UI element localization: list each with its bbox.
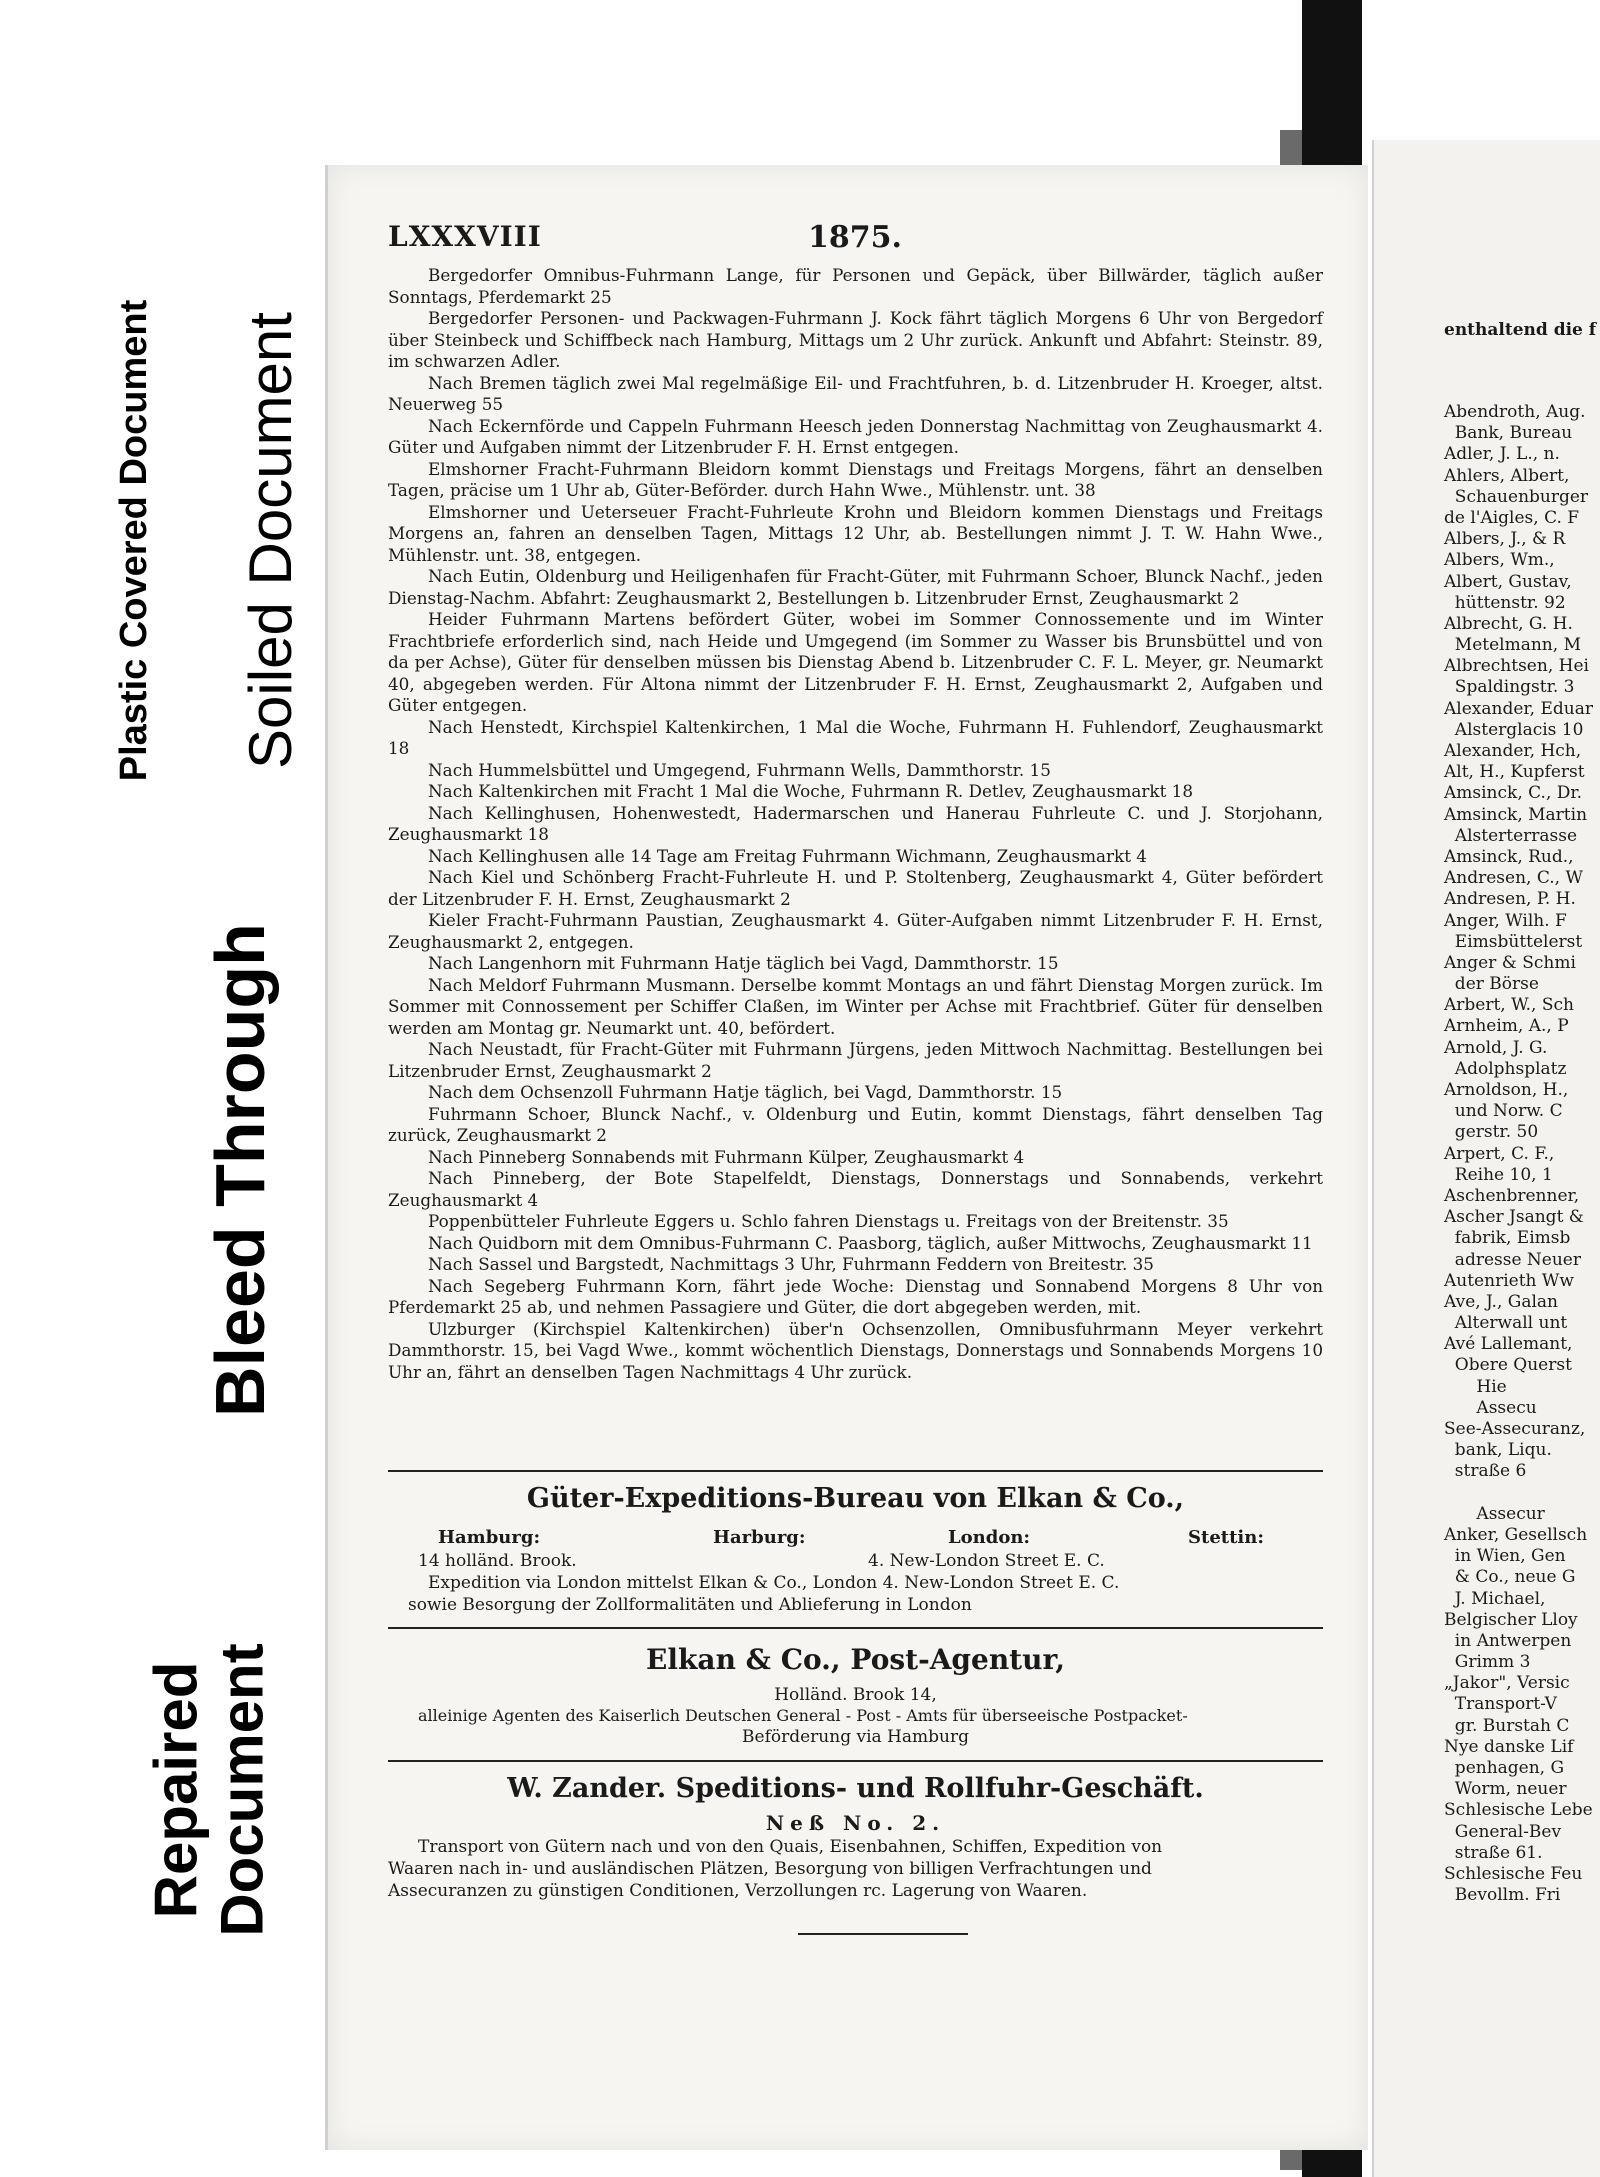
entry-paragraph: Elmshorner und Ueterseuer Fracht-Fuhrleute Krohn und Bleidorn kommen Dienstags und Freitags Morgens an, fahren an denselben Tagen, Mittags 12 Uhr, ab. Bestellungen nimmt J. T. W. Hahn Wwe., Mühlenstr. unt. 38, entgegen. (388, 501, 1323, 565)
entry-paragraph: Nach dem Ochsenzoll Fuhrmann Hatje täglich, bei Vagd, Dammthorstr. 15 (428, 1082, 1063, 1102)
divider-rule (388, 1627, 1323, 1629)
adjacent-list-line: Alsterterrasse (1444, 825, 1578, 846)
adjacent-list-line: Aschenbrenner, (1444, 1185, 1580, 1206)
adjacent-list-line: Alt, H., Kupferst (1444, 762, 1585, 783)
entry-paragraph: Nach Pinneberg, der Bote Stapelfeldt, Dienstags, Donnerstags und Sonnabends, verkehrt Zeughausmarkt 4 (388, 1168, 1323, 1210)
adjacent-list-line: der Börse (1444, 974, 1539, 995)
adjacent-list-line: Arpert, C. F., (1444, 1143, 1555, 1164)
adjacent-list-line: General-Bev (1444, 1821, 1562, 1842)
page-year: 1875. (808, 220, 902, 255)
adjacent-list-line: Alexander, Eduar (1444, 698, 1593, 719)
adjacent-list-line: Alexander, Hch, (1444, 741, 1582, 761)
adjacent-list-line: Grimm 3 (1444, 1652, 1531, 1673)
plastic-covered-label: Plastic Covered Document (113, 299, 156, 781)
ad-line: alleinige Agenten des Kaiserlich Deutschen General - Post - Amts für überseeische Postpacket- (418, 1706, 1188, 1725)
ad-subtitle: Neß No. 2. (765, 1811, 946, 1835)
ad-address-hamburg: 14 holländ. Brook. (418, 1551, 577, 1571)
adjacent-list-line: Worm, neuer (1444, 1779, 1567, 1800)
entry-paragraph: Nach Kellinghusen alle 14 Tage am Freitag Fuhrmann Wichmann, Zeughausmarkt 4 (428, 845, 1147, 866)
entry-paragraph: Nach Langenhorn mit Fuhrmann Hatje täglich bei Vagd, Dammthorstr. 15 (428, 953, 1059, 973)
entry-paragraph: Nach Segeberg Fuhrmann Korn, fährt jede Woche: Dienstag und Sonnabend Morgens 8 Uhr von Pferdemarkt 25 ab, und nehmen Passagiere und Güter, die dort abgegeben werden, mit. (388, 1275, 1323, 1317)
adjacent-list-line: Adler, J. L., n. (1444, 444, 1560, 465)
directory-text (388, 265, 1323, 1383)
ad-address-london: 4. New-London Street E. C. (868, 1551, 1105, 1571)
adjacent-list-line: Albers, J., & R (1444, 529, 1566, 550)
adjacent-list-line: straße 61. (1444, 1842, 1543, 1863)
entry-paragraph: Nach Meldorf Fuhrmann Musmann. Derselbe kommt Montags an und fährt Dienstag Morgen zurück. Im Sommer mit Connossement per Schiffer Claßen, im Winter per Achse mit Frachtbrief. Güter für denselben werden am Montag gr. Neumarkt unt. 40, befördert. (388, 974, 1323, 1038)
entry-paragraph: Kieler Fracht-Fuhrmann Paustian, Zeughausmarkt 4. Güter-Aufgaben nimmt Litzenbruder F. H. Ernst, Zeughausmarkt 2, entgegen. (388, 910, 1323, 952)
adjacent-list-line: Adolphsplatz (1444, 1058, 1567, 1079)
adjacent-list-line: hüttenstr. 92 (1444, 592, 1566, 613)
adjacent-list-line: Anger & Schmi (1444, 952, 1576, 973)
adjacent-list-line: Anker, Gesellsch (1444, 1524, 1588, 1545)
ad-line: Waaren nach in- und ausländischen Plätzen, Besorgung von billigen Verfrachtungen und (388, 1859, 1152, 1879)
ad-city-harburg: Harburg: (713, 1527, 806, 1548)
adjacent-list-line: de l'Aigles, C. F (1444, 507, 1580, 528)
entry-paragraph: Nach Bremen täglich zwei Mal regelmäßige Eil- und Frachtfuhren, b. d. Litzenbruder H. Kroeger, altst. Neuerweg 55 (388, 372, 1323, 414)
adjacent-list-line (1444, 1483, 1600, 1504)
entry-paragraph: Poppenbütteler Fuhrleute Eggers u. Schlo fahren Dienstags u. Freitags von der Breitenstr. 35 (428, 1211, 1229, 1231)
adjacent-list-line: Albrecht, G. H. (1444, 613, 1573, 634)
ad-line: sowie Besorgung der Zollformalitäten und Ablieferung in London (408, 1595, 972, 1615)
entry-paragraph: Nach Quidborn mit dem Omnibus-Fuhrmann C. Paasborg, täglich, außer Mittwochs, Zeughausmarkt 11 (428, 1232, 1313, 1253)
adjacent-list-line: Schlesische Feu (1444, 1863, 1583, 1884)
entry-paragraph: Bergedorfer Personen- und Packwagen-Fuhrmann J. Kock fährt täglich Morgens 6 Uhr von Bergedorf über Steinbeck und Schiffbeck nach Hamburg, Mittags um 2 Uhr zurück. Ankunft und Abfahrt: Steinstr. 89, im schwarzen Adler. (388, 308, 1323, 371)
divider-rule (388, 1760, 1323, 1762)
adjacent-list-line: Amsinck, Rud., (1444, 846, 1574, 867)
entry-paragraph: Nach Pinneberg Sonnabends mit Fuhrmann Külper, Zeughausmarkt 4 (428, 1146, 1025, 1167)
adjacent-list-line: „Jakor", Versic (1444, 1673, 1570, 1694)
adjacent-list-line: bank, Liqu. (1444, 1440, 1552, 1461)
adjacent-list-line: Amsinck, C., Dr. (1444, 783, 1583, 804)
page-number: LXXXVIII (388, 220, 542, 253)
adjacent-page (1372, 140, 1600, 2177)
adjacent-list-line: Nye danske Lif (1444, 1736, 1574, 1757)
adjacent-list-line: Ave, J., Galan (1444, 1291, 1559, 1312)
adjacent-list-line: straße 6 (1444, 1461, 1527, 1482)
adjacent-list-line: Bevollm. Fri (1444, 1885, 1561, 1906)
entry-paragraph: Nach Kellinghusen, Hohenwestedt, Hadermarschen und Hanerau Fuhrleute C. und J. Storjohann, Zeughausmarkt 18 (388, 802, 1323, 844)
adjacent-list-line: Albrechtsen, Hei (1444, 656, 1589, 677)
adjacent-list-line: Arbert, W., Sch (1444, 995, 1574, 1016)
adjacent-list-line: fabrik, Eimsb (1444, 1228, 1571, 1249)
entry-paragraph: Fuhrmann Schoer, Blunck Nachf., v. Oldenburg und Eutin, kommt Dienstags, fährt denselben Tag zurück, Zeughausmarkt 2 (388, 1103, 1323, 1145)
entry-paragraph: Nach Kaltenkirchen mit Fracht 1 Mal die Woche, Fuhrmann R. Detlev, Zeughausmarkt 18 (428, 781, 1194, 801)
ad-zander-title: W. Zander. Speditions- und Rollfuhr-Geschäft. (507, 1773, 1204, 1804)
adjacent-list-line: Assecur (1444, 1503, 1545, 1524)
adjacent-page-header: enthaltend die f (1444, 320, 1597, 340)
adjacent-list-line: in Antwerpen (1444, 1630, 1572, 1651)
ad-city-stettin: Stettin: (1188, 1527, 1264, 1548)
adjacent-list-line: Alsterglacis 10 (1444, 719, 1584, 740)
adjacent-list-line: Eimsbüttelerst (1444, 931, 1583, 952)
ad-city-london: London: (948, 1527, 1031, 1548)
ad-post-agentur-title: Elkan & Co., Post-Agentur, (646, 1643, 1065, 1676)
adjacent-list-line: Avé Lallemant, (1444, 1334, 1573, 1355)
adjacent-list-line: Arnold, J. G. (1444, 1037, 1548, 1058)
entry-paragraph: Elmshorner Fracht-Fuhrmann Bleidorn kommt Dienstags und Freitags Morgens, fährt an denselben Tagen, präcise um 1 Uhr ab, Güter-Beförder. durch Hahn Wwe., Mühlenstr. unt. 38 (388, 458, 1323, 500)
adjacent-list-line: Albert, Gustav, (1444, 571, 1572, 592)
adjacent-list-line: J. Michael, (1444, 1588, 1546, 1609)
adjacent-list-line: Amsinck, Martin (1444, 804, 1588, 825)
entry-paragraph: Bergedorfer Omnibus-Fuhrmann Lange, für Personen und Gepäck, über Billwärder, täglich außer Sonntags, Pferdemarkt 25 (388, 265, 1323, 307)
ad-line: Holländ. Brook 14, (774, 1685, 937, 1705)
entry-paragraph: Nach Sassel und Bargstedt, Nachmittags 3 Uhr, Fuhrmann Feddern von Breitestr. 35 (428, 1254, 1154, 1274)
adjacent-list-line: Albers, Wm., (1444, 550, 1555, 571)
adjacent-list-line: in Wien, Gen (1444, 1546, 1566, 1567)
repaired-document-label: Repaired Document (143, 1643, 277, 1937)
adjacent-list-line: und Norw. C (1444, 1101, 1563, 1122)
adjacent-list-line: Transport-V (1444, 1694, 1557, 1715)
entry-paragraph: Nach Eutin, Oldenburg und Heiligenhafen für Fracht-Güter, mit Fuhrmann Schoer, Blunck Nachf., jeden Dienstag-Nachm. Abfahrt: Zeughausmarkt 2, Bestellungen b. Litzenbruder Ernst, Zeughausmarkt 2 (388, 566, 1323, 608)
ad-line: Transport von Gütern nach und von den Quais, Eisenbahnen, Schiffen, Expedition von (418, 1837, 1163, 1857)
adjacent-list-line: Abendroth, Aug. (1444, 402, 1586, 422)
ad-line: Beförderung via Hamburg (742, 1727, 969, 1747)
page-header (388, 220, 1318, 260)
binding-spine-top (1302, 0, 1362, 170)
adjacent-list-line: gerstr. 50 (1444, 1122, 1539, 1143)
adjacent-list-line: Bank, Bureau (1444, 423, 1573, 444)
divider-rule (388, 1470, 1323, 1472)
adjacent-list-line: penhagen, G (1444, 1758, 1565, 1778)
adjacent-list-line: Andresen, P. H. (1444, 889, 1576, 910)
adjacent-list-line: Alterwall unt (1444, 1313, 1568, 1334)
adjacent-list-line: Ahlers, Albert, (1444, 465, 1570, 486)
entry-paragraph: Heider Fuhrmann Martens befördert Güter, wobei im Sommer Connossemente und im Winter Frachtbriefe erforderlich sind, nach Heide und Umgegend (im Sommer zu Wasser bis Brunsbüttel und von da per Achse), Güter für denselben müssen bis Dienstag Abend b. Litzenbruder C. F. L. Meyer, gr. Neumarkt 40, abgegeben werden. Für Altona nimmt der Litzenbruder F. H. Ernst, Zeughausmarkt 2, Aufgaben und Güter entgegen. (388, 609, 1323, 715)
adjacent-list-line: Hie (1444, 1376, 1507, 1397)
end-rule (798, 1933, 968, 1935)
adjacent-list-line: gr. Burstah C (1444, 1715, 1570, 1736)
adjacent-list-line: Anger, Wilh. F (1444, 910, 1567, 931)
ad-city-hamburg: Hamburg: (438, 1527, 541, 1548)
adjacent-list-line: Schlesische Lebe (1444, 1800, 1593, 1821)
adjacent-list-line: Metelmann, M (1444, 635, 1581, 656)
adjacent-list-line: See-Assecuranz, (1444, 1419, 1586, 1439)
entry-paragraph: Nach Kiel und Schönberg Fracht-Fuhrleute H. und P. Stoltenberg, Zeughausmarkt 4, Güter befördert der Litzenbruder F. H. Ernst, Zeughausmarkt 2 (388, 867, 1323, 909)
entry-paragraph: Nach Neustadt, für Fracht-Güter mit Fuhrmann Jürgens, jeden Mittwoch Nachmittag. Bestellungen bei Litzenbruder Ernst, Zeughausmarkt 2 (388, 1039, 1323, 1081)
entry-paragraph: Ulzburger (Kirchspiel Kaltenkirchen) über'n Ochsenzollen, Omnibusfuhrmann Meyer verkehrt Dammthorstr. 15, bei Vagd Wwe., kommt wöchentlich Dienstags, Donnerstags und Sonnabends Morgens 10 Uhr an, fährt an denselben Tagen Nachmittags 4 Uhr zurück. (388, 1318, 1323, 1382)
adjacent-list-line: Andresen, C., W (1444, 868, 1583, 889)
entry-paragraph: Nach Eckernförde und Cappeln Fuhrmann Heesch jeden Donnerstag Nachmittag von Zeughausmarkt 4. Güter und Aufgaben nimmt der Litzenbruder F. H. Ernst entgegen. (388, 415, 1323, 457)
adjacent-list-line: Autenrieth Ww (1444, 1270, 1574, 1291)
bleed-through-label: Bleed Through (201, 923, 279, 1417)
ad-line: Assecuranzen zu günstigen Conditionen, Verzollungen rc. Lagerung von Waaren. (388, 1881, 1088, 1901)
entry-paragraph: Nach Hummelsbüttel und Umgegend, Fuhrmann Wells, Dammthorstr. 15 (428, 759, 1051, 780)
ad-line: Expedition via London mittelst Elkan & Co., London 4. New-London Street E. C. (428, 1573, 1120, 1593)
soiled-document-label: Soiled Document (236, 311, 304, 769)
entry-paragraph: Nach Henstedt, Kirchspiel Kaltenkirchen, 1 Mal die Woche, Fuhrmann H. Fuhlendorf, Zeughausmarkt 18 (388, 716, 1323, 758)
adjacent-list-line: Assecu (1444, 1397, 1537, 1418)
adjacent-list-line: & Co., neue G (1444, 1567, 1576, 1588)
adjacent-list-line: Reihe 10, 1 (1444, 1164, 1553, 1185)
adjacent-list-line: Spaldingstr. 3 (1444, 677, 1575, 698)
adjacent-list-line: adresse Neuer (1444, 1249, 1581, 1270)
adjacent-list-line: Ascher Jsangt & (1444, 1207, 1584, 1228)
scanned-page (325, 165, 1368, 2150)
adjacent-list-line: Schauenburger (1444, 486, 1589, 507)
ad-elkan-title: Güter-Expeditions-Bureau von Elkan & Co., (526, 1483, 1185, 1514)
adjacent-list-line: Obere Querst (1444, 1355, 1572, 1376)
adjacent-list-line: Arnheim, A., P (1444, 1016, 1569, 1037)
adjacent-page-list (1444, 402, 1600, 1906)
adjacent-list-line: Arnoldson, H., (1444, 1080, 1569, 1100)
adjacent-list-line: Belgischer Lloy (1444, 1609, 1578, 1630)
